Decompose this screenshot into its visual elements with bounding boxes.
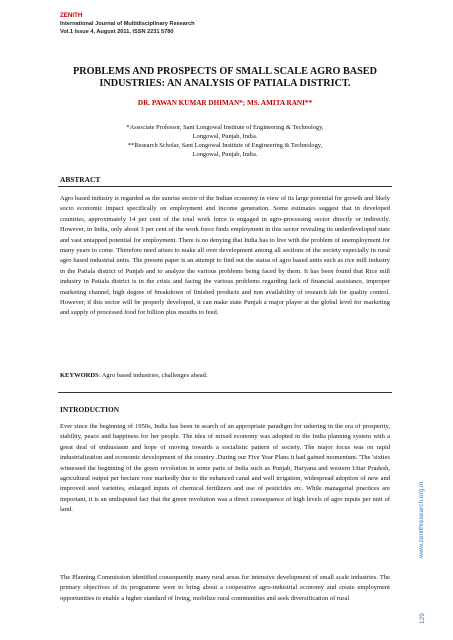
keywords-text: : Agro based industries, challenges ahead. <box>98 372 208 379</box>
abstract-text: Agro based industry is regarded as the sunrise sector of the Indian economy in view of its large potential for growth and likely socio economic impact specifically on employment and income generation. Some estimates suggest that in developed countries, approximately 14 per cent of the total work force is engaged in agro-processing sector directly or indirectly. However, in India, only about 3 per cent of the work force finds employment in this sector revealing its underdeveloped state and vast untapped potential for employment. There is no denying that India has to live with the problem of unemployment for many years to come. Therefore need arises to make all over development among all sections of the society especially in rural agro based industrial units. The present paper is an attempt to find out the status of agro based units such as rice mill industry in the Patiala district of Punjab and to analyze the various problems being faced by them. It has been found that Rice mill industry in Patiala district is in the crisis and facing the various problems regarding lack of financial assistance, improper marketing channel, high degree of breakdown of finished products and non availability of research lab for quality control. However, if this sector will be properly developed, it can make state Punjab a major player at the global level for marketing and supply of processed food for billion plus mouths to feed. <box>60 195 390 317</box>
paper-title <box>60 66 390 90</box>
journal-short-name: ZENITH <box>60 12 83 19</box>
author-affiliations <box>60 123 390 159</box>
journal-full-name: International Journal of Multidisciplinary Research <box>60 21 195 27</box>
keywords-label: KEYWORDS <box>60 372 99 379</box>
journal-issue: Vol.1 Issue 4, August 2011, ISSN 2231 5780 <box>60 29 174 35</box>
title-line-2: INDUSTRIES: AN ANALYSIS OF PATIALA DISTRICT. <box>99 78 351 89</box>
affiliation-line: **Research Scholar, Sant Longowal Institute of Engineering & Technology, <box>127 142 323 149</box>
introduction-heading: INTRODUCTION <box>60 405 120 414</box>
introduction-paragraph: The Planning Commission identified consequently many rural areas for intensive development of small scale industries. The primary objectives of its programme were to bring about a cooperative agro-industrial economy and create employment opportunities to enable a higher standard of living, mobilize rural communities and seek diversification of rural <box>60 574 390 602</box>
introduction-paragraph: Ever since the beginning of 1950s, India has been in search of an appropriate paradigm for ushering in the era of prosperity, stability, peace and happiness for her people. The idea of mixed economy was adopted in the India planning system with a great deal of enthusiasm and hope of moving towards a socialistic pattern of society. The major focus was on rapid industrialization and economic development of the country .During our Five Year Plans it had gained momentum. 'The 'sixties witnessed the beginning of the green revolution in some parts of India such as Punjab, Haryana and western Uttar Pradesh, agricultural output per hectare rose markedly due to the enhanced canal and well irrigation, widespread adoption of new and improved seed varieties, enlarged inputs of chemical fertilizers and use of pesticides etc. While managerial practices are important, it is an undisputed fact that the green revolution was a direct consequence of high levels of agro inputs per unit of land. <box>60 423 390 514</box>
title-line-1: PROBLEMS AND PROSPECTS OF SMALL SCALE AGRO BASED <box>73 66 377 77</box>
journal-header <box>60 12 390 36</box>
page-number: 129 <box>419 613 426 624</box>
keywords-divider <box>58 392 392 393</box>
abstract-heading: ABSTRACT <box>60 175 101 184</box>
keywords <box>60 371 390 381</box>
website-sidebar <box>418 481 432 572</box>
affiliation-line: *Associate Professor, Sant Longowal Institute of Engineering & Technology, <box>126 124 324 131</box>
abstract-divider <box>58 186 392 187</box>
affiliation-line: Longowal, Punjab, India. <box>192 151 258 158</box>
page-number-box <box>419 610 433 630</box>
website-url[interactable]: www.zenithresearch.org.in <box>418 481 425 558</box>
paper-authors: DR. PAWAN KUMAR DHIMAN*; MS. AMITA RANI** <box>137 99 313 107</box>
affiliation-line: Longowal, Punjab, India. <box>192 133 258 140</box>
